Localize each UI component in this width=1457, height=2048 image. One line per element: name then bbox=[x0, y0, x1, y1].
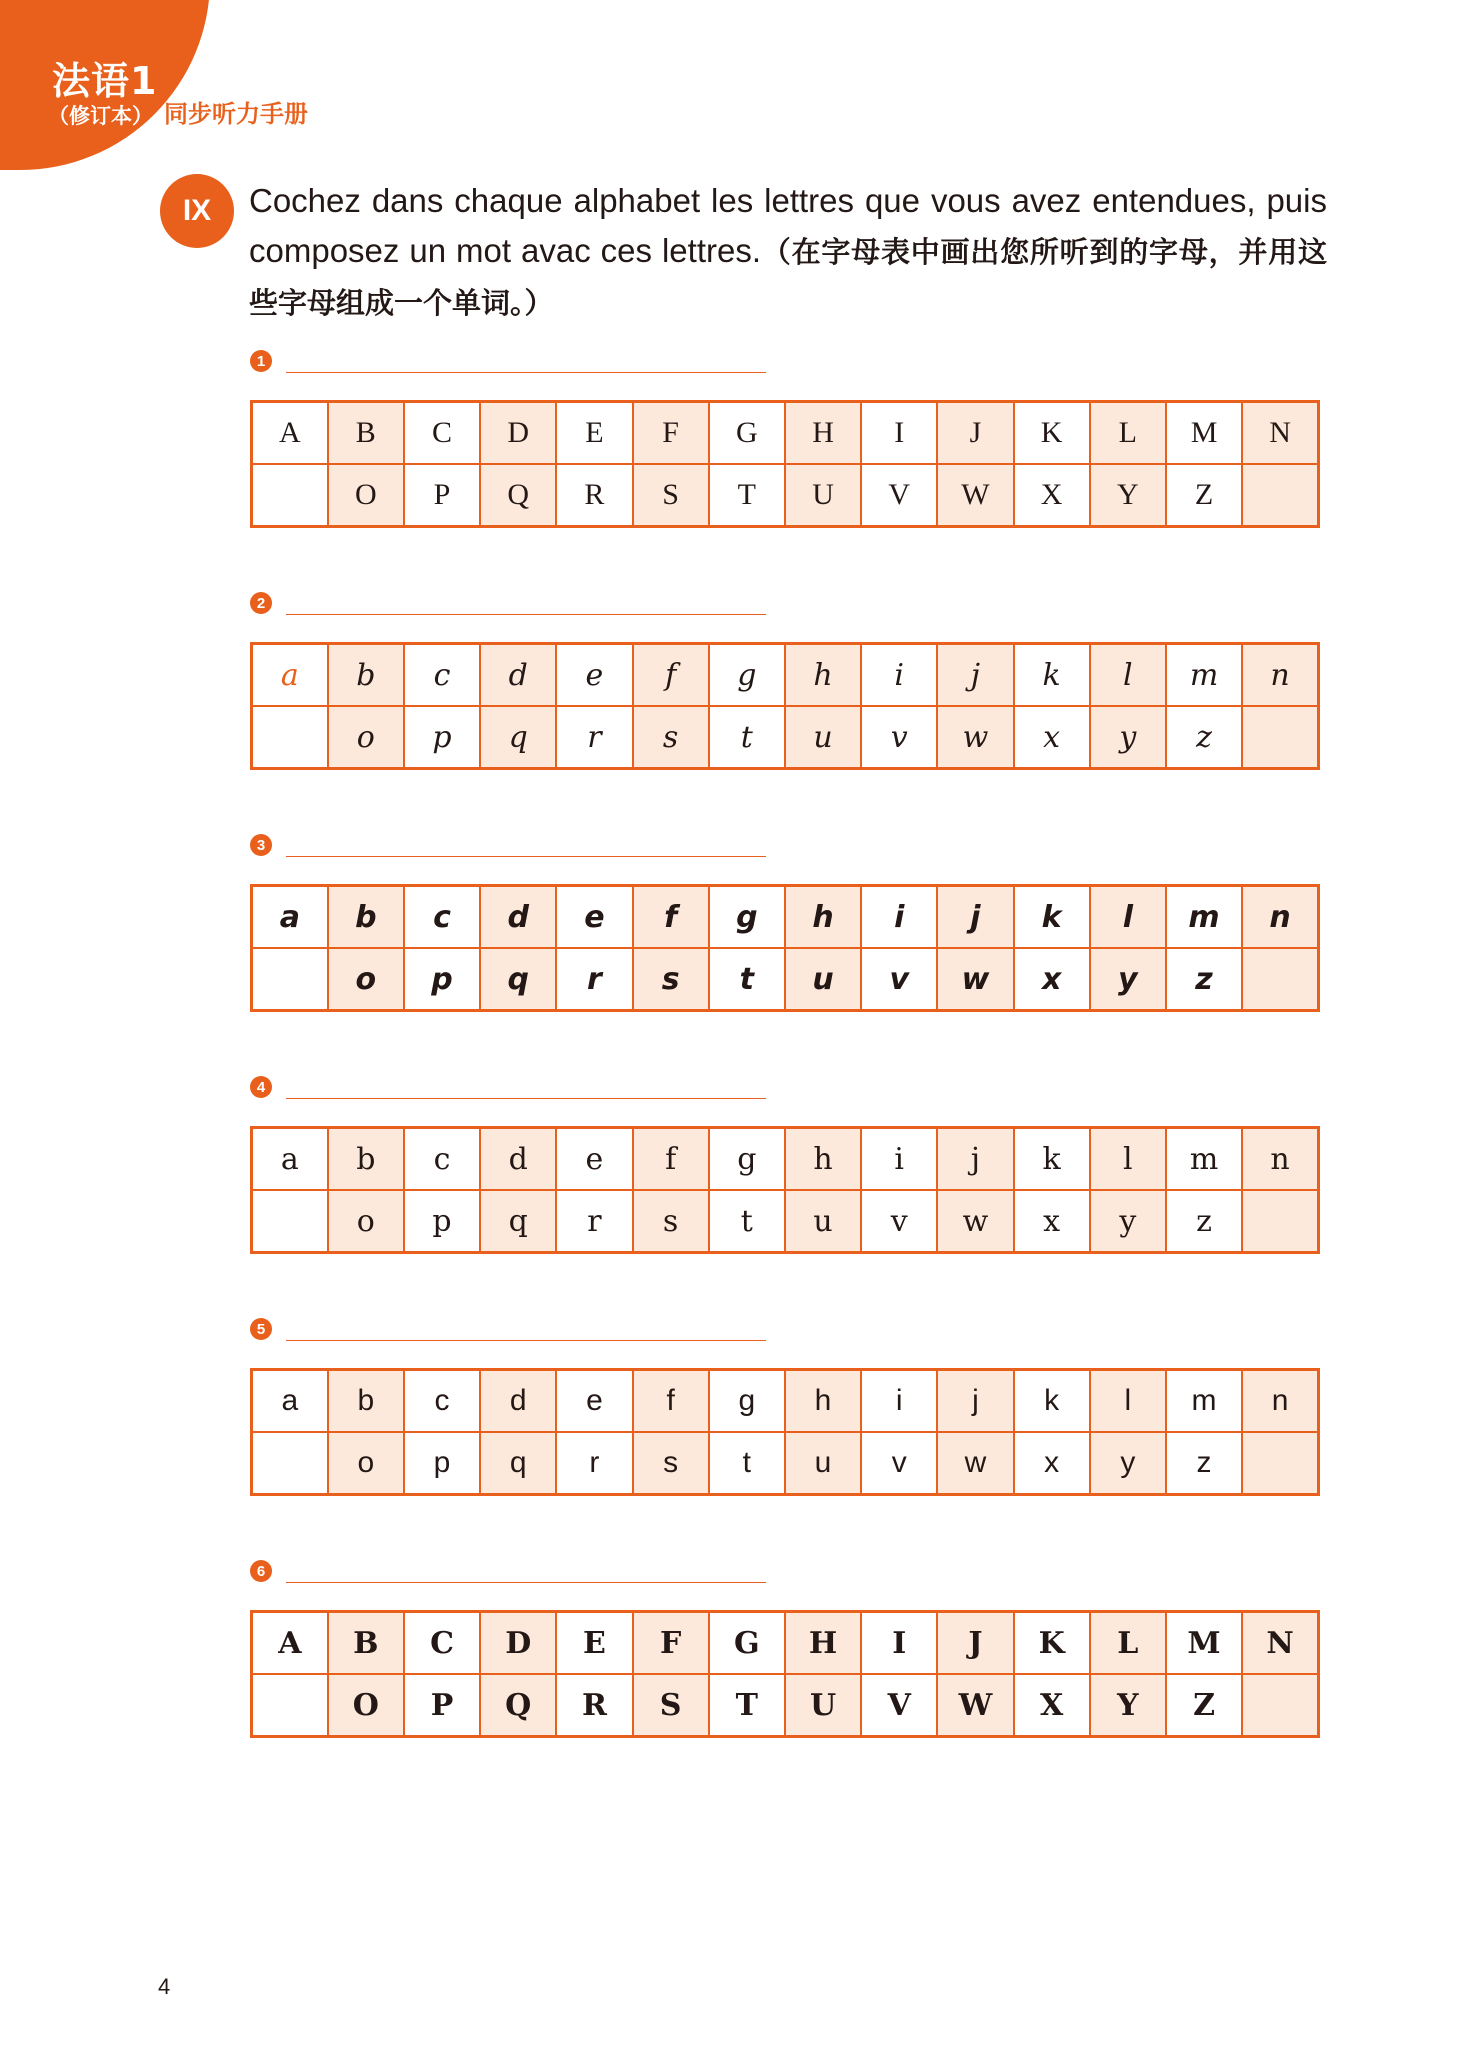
letter-cell[interactable]: z bbox=[1166, 706, 1242, 769]
letter-cell[interactable]: v bbox=[861, 706, 937, 769]
letter-cell[interactable]: V bbox=[861, 464, 937, 527]
letter-cell[interactable]: C bbox=[404, 1612, 480, 1675]
letter-cell[interactable]: M bbox=[1166, 402, 1242, 465]
letter-cell[interactable]: L bbox=[1090, 1612, 1166, 1675]
letter-cell[interactable]: j bbox=[937, 1370, 1013, 1433]
letter-cell[interactable]: o bbox=[328, 1190, 404, 1253]
letter-cell[interactable]: j bbox=[937, 644, 1013, 707]
letter-cell[interactable]: d bbox=[480, 1370, 556, 1433]
letter-cell[interactable]: p bbox=[404, 706, 480, 769]
letter-cell[interactable]: w bbox=[937, 706, 1013, 769]
letter-cell[interactable]: t bbox=[709, 706, 785, 769]
letter-cell[interactable]: B bbox=[328, 1612, 404, 1675]
empty-cell bbox=[1242, 1674, 1318, 1737]
letter-cell[interactable]: d bbox=[480, 644, 556, 707]
letter-cell[interactable]: y bbox=[1090, 1432, 1166, 1495]
exercise-number-badge: 3 bbox=[250, 834, 272, 856]
letter-cell[interactable]: q bbox=[480, 706, 556, 769]
letter-cell[interactable]: y bbox=[1090, 948, 1166, 1011]
letter-cell[interactable]: r bbox=[556, 1432, 632, 1495]
alphabet-row bbox=[252, 464, 1319, 527]
letter-cell[interactable]: g bbox=[709, 1370, 785, 1433]
empty-cell bbox=[252, 1674, 328, 1737]
letter-cell[interactable]: g bbox=[709, 644, 785, 707]
letter-cell[interactable]: S bbox=[633, 1674, 709, 1737]
letter-cell[interactable]: w bbox=[937, 1432, 1013, 1495]
letter-cell[interactable]: s bbox=[633, 1432, 709, 1495]
letter-cell[interactable]: k bbox=[1014, 1370, 1090, 1433]
letter-cell[interactable]: G bbox=[709, 402, 785, 465]
letter-cell[interactable]: o bbox=[328, 706, 404, 769]
letter-cell[interactable]: H bbox=[785, 402, 861, 465]
exercise-number-badge: 2 bbox=[250, 592, 272, 614]
empty-cell bbox=[1242, 1432, 1318, 1495]
letter-cell[interactable]: O bbox=[328, 464, 404, 527]
letter-cell[interactable]: p bbox=[404, 1432, 480, 1495]
letter-cell[interactable]: l bbox=[1090, 1128, 1166, 1191]
answer-line[interactable] bbox=[286, 372, 766, 373]
exercise-instructions bbox=[249, 176, 1327, 328]
letter-cell[interactable]: y bbox=[1090, 1190, 1166, 1253]
letter-cell[interactable]: D bbox=[480, 402, 556, 465]
letter-cell[interactable]: h bbox=[785, 1370, 861, 1433]
letter-cell[interactable]: J bbox=[937, 402, 1013, 465]
answer-line[interactable] bbox=[286, 1098, 766, 1099]
letter-cell[interactable]: Z bbox=[1166, 464, 1242, 527]
alphabet-row bbox=[252, 1612, 1319, 1675]
letter-cell[interactable]: k bbox=[1014, 1128, 1090, 1191]
letter-cell[interactable]: p bbox=[404, 948, 480, 1011]
alphabet-row bbox=[252, 1674, 1319, 1737]
letter-cell[interactable]: d bbox=[480, 886, 556, 949]
answer-line[interactable] bbox=[286, 614, 766, 615]
exercise-number-badge: 6 bbox=[250, 1560, 272, 1582]
letter-cell[interactable]: Q bbox=[480, 464, 556, 527]
answer-line[interactable] bbox=[286, 856, 766, 857]
book-edition: （修订本） bbox=[48, 104, 153, 128]
letter-cell[interactable]: n bbox=[1242, 1370, 1318, 1433]
letter-cell[interactable]: R bbox=[556, 464, 632, 527]
letter-cell[interactable]: e bbox=[556, 1128, 632, 1191]
letter-cell[interactable]: m bbox=[1166, 886, 1242, 949]
letter-cell[interactable]: m bbox=[1166, 1370, 1242, 1433]
letter-cell[interactable]: U bbox=[785, 464, 861, 527]
letter-cell[interactable]: q bbox=[480, 1432, 556, 1495]
letter-cell[interactable]: r bbox=[556, 706, 632, 769]
letter-cell[interactable]: Q bbox=[480, 1674, 556, 1737]
letter-cell[interactable]: F bbox=[633, 402, 709, 465]
letter-cell[interactable]: n bbox=[1242, 644, 1318, 707]
letter-cell[interactable]: v bbox=[861, 1190, 937, 1253]
letter-cell[interactable]: G bbox=[709, 1612, 785, 1675]
letter-cell[interactable]: w bbox=[937, 1190, 1013, 1253]
letter-cell[interactable]: h bbox=[785, 1128, 861, 1191]
letter-cell[interactable]: u bbox=[785, 706, 861, 769]
instruction-french: Cochez dans chaque alphabet les lettres que vous avez entendues, puis composez un mot avac ces lettres. bbox=[249, 182, 1327, 269]
letter-cell[interactable]: E bbox=[556, 1612, 632, 1675]
letter-cell[interactable]: I bbox=[861, 402, 937, 465]
alphabet-row bbox=[252, 1190, 1319, 1253]
letter-cell[interactable]: b bbox=[328, 1370, 404, 1433]
letter-cell[interactable]: z bbox=[1166, 1432, 1242, 1495]
letter-cell[interactable]: U bbox=[785, 1674, 861, 1737]
letter-cell[interactable]: L bbox=[1090, 402, 1166, 465]
letter-cell[interactable]: h bbox=[785, 644, 861, 707]
letter-cell[interactable]: y bbox=[1090, 706, 1166, 769]
letter-cell[interactable]: a bbox=[252, 886, 328, 949]
letter-cell[interactable]: A bbox=[252, 402, 328, 465]
page-number: 4 bbox=[158, 1974, 171, 1999]
alphabet-table bbox=[250, 1368, 1320, 1496]
letter-cell[interactable]: l bbox=[1090, 1370, 1166, 1433]
instruction-chinese: （在字母表中画出您所听到的字母，并用这些字母组成一个单词。） bbox=[249, 235, 1327, 320]
letter-cell[interactable]: u bbox=[785, 948, 861, 1011]
letter-cell[interactable]: F bbox=[633, 1612, 709, 1675]
letter-cell[interactable]: f bbox=[633, 886, 709, 949]
empty-cell bbox=[1242, 948, 1318, 1011]
letter-cell[interactable]: D bbox=[480, 1612, 556, 1675]
letter-cell[interactable]: x bbox=[1014, 1432, 1090, 1495]
alphabet-table bbox=[250, 642, 1320, 770]
letter-cell[interactable]: r bbox=[556, 948, 632, 1011]
letter-cell[interactable]: e bbox=[556, 886, 632, 949]
letter-cell[interactable]: A bbox=[252, 1612, 328, 1675]
alphabet-table bbox=[250, 1126, 1320, 1254]
letter-cell[interactable]: g bbox=[709, 886, 785, 949]
letter-cell[interactable]: R bbox=[556, 1674, 632, 1737]
letter-cell[interactable]: N bbox=[1242, 402, 1318, 465]
letter-cell[interactable]: v bbox=[861, 948, 937, 1011]
alphabet-row bbox=[252, 644, 1319, 707]
letter-cell[interactable]: c bbox=[404, 886, 480, 949]
letter-cell[interactable]: t bbox=[709, 1190, 785, 1253]
letter-cell[interactable]: t bbox=[709, 948, 785, 1011]
alphabet-row bbox=[252, 706, 1319, 769]
alphabet-row bbox=[252, 948, 1319, 1011]
letter-cell[interactable]: S bbox=[633, 464, 709, 527]
letter-cell[interactable]: u bbox=[785, 1432, 861, 1495]
letter-cell[interactable]: b bbox=[328, 886, 404, 949]
letter-cell[interactable]: i bbox=[861, 886, 937, 949]
letter-cell[interactable]: x bbox=[1014, 948, 1090, 1011]
letter-cell[interactable]: z bbox=[1166, 1190, 1242, 1253]
letter-cell[interactable]: t bbox=[709, 1432, 785, 1495]
letter-cell[interactable]: Z bbox=[1166, 1674, 1242, 1737]
letter-cell[interactable]: j bbox=[937, 1128, 1013, 1191]
letter-cell[interactable]: g bbox=[709, 1128, 785, 1191]
exercise-number-badge: 1 bbox=[250, 350, 272, 372]
letter-cell[interactable]: f bbox=[633, 1370, 709, 1433]
letter-cell[interactable]: m bbox=[1166, 1128, 1242, 1191]
empty-cell bbox=[1242, 706, 1318, 769]
letter-cell[interactable]: h bbox=[785, 886, 861, 949]
empty-cell bbox=[1242, 1190, 1318, 1253]
letter-cell[interactable]: c bbox=[404, 1370, 480, 1433]
letter-cell[interactable]: V bbox=[861, 1674, 937, 1737]
letter-cell[interactable]: b bbox=[328, 1128, 404, 1191]
alphabet-row bbox=[252, 1432, 1319, 1495]
answer-line[interactable] bbox=[286, 1340, 766, 1341]
empty-cell bbox=[252, 1190, 328, 1253]
letter-cell[interactable]: x bbox=[1014, 1190, 1090, 1253]
letter-cell[interactable]: W bbox=[937, 464, 1013, 527]
letter-cell[interactable]: s bbox=[633, 948, 709, 1011]
letter-cell[interactable]: u bbox=[785, 1190, 861, 1253]
letter-cell[interactable]: X bbox=[1014, 1674, 1090, 1737]
alphabet-row bbox=[252, 886, 1319, 949]
letter-cell[interactable]: I bbox=[861, 1612, 937, 1675]
letter-cell[interactable]: p bbox=[404, 1190, 480, 1253]
letter-cell[interactable]: i bbox=[861, 1128, 937, 1191]
letter-cell[interactable]: r bbox=[556, 1190, 632, 1253]
letter-cell[interactable]: v bbox=[861, 1432, 937, 1495]
letter-cell[interactable]: B bbox=[328, 402, 404, 465]
letter-cell[interactable]: f bbox=[633, 1128, 709, 1191]
empty-cell bbox=[252, 1432, 328, 1495]
letter-cell[interactable]: l bbox=[1090, 644, 1166, 707]
letter-cell[interactable]: n bbox=[1242, 1128, 1318, 1191]
letter-cell[interactable]: b bbox=[328, 644, 404, 707]
letter-cell[interactable]: P bbox=[404, 1674, 480, 1737]
letter-cell[interactable]: X bbox=[1014, 464, 1090, 527]
exercise-number-badge: 4 bbox=[250, 1076, 272, 1098]
letter-cell[interactable]: o bbox=[328, 948, 404, 1011]
letter-cell[interactable]: s bbox=[633, 706, 709, 769]
letter-cell[interactable]: a bbox=[252, 1370, 328, 1433]
alphabet-table bbox=[250, 1610, 1320, 1738]
letter-cell[interactable]: m bbox=[1166, 644, 1242, 707]
letter-cell[interactable]: N bbox=[1242, 1612, 1318, 1675]
letter-cell[interactable]: x bbox=[1014, 706, 1090, 769]
letter-cell[interactable]: C bbox=[404, 402, 480, 465]
letter-cell[interactable]: H bbox=[785, 1612, 861, 1675]
letter-cell[interactable]: E bbox=[556, 402, 632, 465]
letter-cell[interactable]: s bbox=[633, 1190, 709, 1253]
book-subtitle: 同步听力手册 bbox=[164, 100, 308, 128]
letter-cell[interactable]: z bbox=[1166, 948, 1242, 1011]
answer-line[interactable] bbox=[286, 1582, 766, 1583]
empty-cell bbox=[1242, 464, 1318, 527]
exercise-number-badge: 5 bbox=[250, 1318, 272, 1340]
letter-cell[interactable]: J bbox=[937, 1612, 1013, 1675]
letter-cell[interactable]: W bbox=[937, 1674, 1013, 1737]
letter-cell[interactable]: e bbox=[556, 1370, 632, 1433]
letter-cell[interactable]: a bbox=[252, 1128, 328, 1191]
alphabet-table bbox=[250, 884, 1320, 1012]
letter-cell[interactable]: a bbox=[252, 644, 328, 707]
letter-cell[interactable]: Y bbox=[1090, 1674, 1166, 1737]
letter-cell[interactable]: e bbox=[556, 644, 632, 707]
empty-cell bbox=[252, 464, 328, 527]
letter-cell[interactable]: k bbox=[1014, 644, 1090, 707]
letter-cell[interactable]: T bbox=[709, 1674, 785, 1737]
letter-cell[interactable]: k bbox=[1014, 886, 1090, 949]
letter-cell[interactable]: n bbox=[1242, 886, 1318, 949]
empty-cell bbox=[252, 706, 328, 769]
alphabet-row bbox=[252, 1128, 1319, 1191]
alphabet-row bbox=[252, 1370, 1319, 1433]
empty-cell bbox=[252, 948, 328, 1011]
letter-cell[interactable]: f bbox=[633, 644, 709, 707]
letter-cell[interactable]: T bbox=[709, 464, 785, 527]
letter-cell[interactable]: P bbox=[404, 464, 480, 527]
letter-cell[interactable]: w bbox=[937, 948, 1013, 1011]
letter-cell[interactable]: Y bbox=[1090, 464, 1166, 527]
letter-cell[interactable]: M bbox=[1166, 1612, 1242, 1675]
alphabet-row bbox=[252, 402, 1319, 465]
letter-cell[interactable]: K bbox=[1014, 402, 1090, 465]
letter-cell[interactable]: i bbox=[861, 644, 937, 707]
letter-cell[interactable]: q bbox=[480, 948, 556, 1011]
letter-cell[interactable]: c bbox=[404, 644, 480, 707]
letter-cell[interactable]: o bbox=[328, 1432, 404, 1495]
letter-cell[interactable]: q bbox=[480, 1190, 556, 1253]
letter-cell[interactable]: c bbox=[404, 1128, 480, 1191]
book-title: 法语1 bbox=[52, 59, 158, 103]
exercise-badge: IX bbox=[160, 174, 234, 248]
letter-cell[interactable]: d bbox=[480, 1128, 556, 1191]
letter-cell[interactable]: O bbox=[328, 1674, 404, 1737]
letter-cell[interactable]: K bbox=[1014, 1612, 1090, 1675]
letter-cell[interactable]: j bbox=[937, 886, 1013, 949]
letter-cell[interactable]: i bbox=[861, 1370, 937, 1433]
letter-cell[interactable]: l bbox=[1090, 886, 1166, 949]
alphabet-table bbox=[250, 400, 1320, 528]
